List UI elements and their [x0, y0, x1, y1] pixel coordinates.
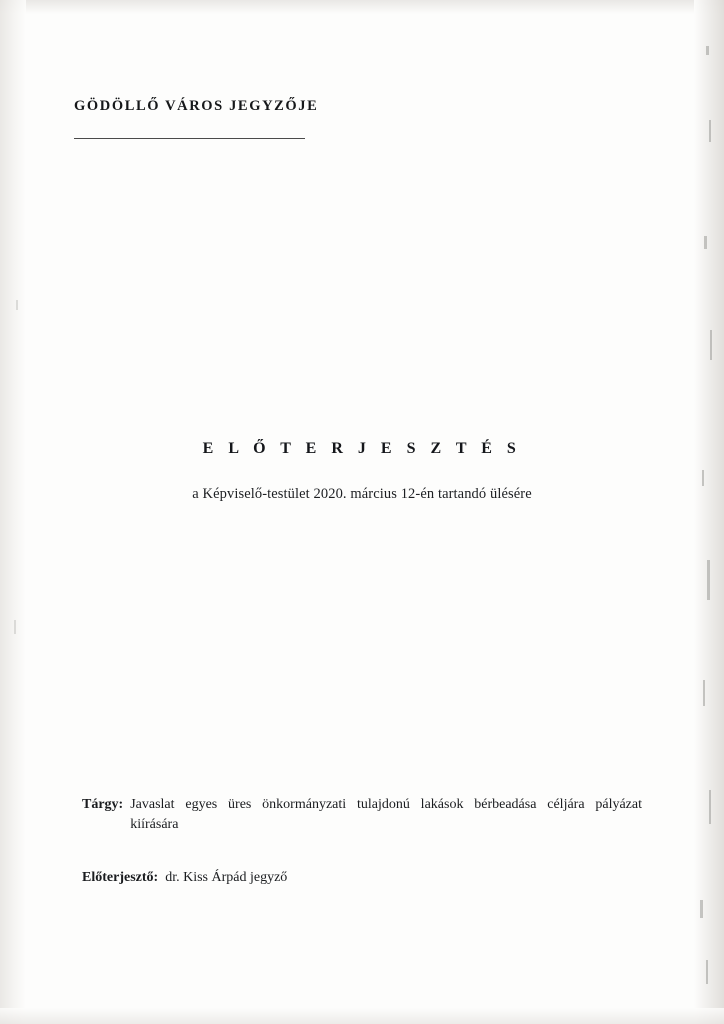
- scan-speckle: [14, 620, 16, 634]
- scan-speckle: [703, 680, 705, 706]
- field-subject: [82, 795, 642, 835]
- scan-speckle: [709, 120, 711, 142]
- scan-speckle: [704, 236, 707, 249]
- scan-edge-top: [0, 0, 724, 14]
- scan-speckle: [706, 46, 709, 55]
- scan-edge-left: [0, 0, 26, 1024]
- document-title-block: [0, 440, 724, 503]
- letterhead: [74, 98, 634, 139]
- letterhead-divider: [74, 138, 305, 139]
- field-subject-label: Tárgy:: [82, 797, 124, 812]
- scan-speckle: [707, 560, 710, 600]
- field-presenter-label: Előterjesztő:: [82, 869, 159, 885]
- field-presenter: [82, 868, 642, 888]
- scan-speckle: [706, 960, 708, 984]
- scan-edge-bottom: [0, 1008, 724, 1024]
- scan-speckle: [16, 300, 18, 310]
- page-title: E L Ő T E R J E S Z T É S: [202, 440, 522, 457]
- field-subject-value: Javaslat egyes üres önkormányzati tulajdonú lakások bérbeadása céljára pályázat kiírására: [130, 797, 642, 832]
- field-presenter-value: dr. Kiss Árpád jegyző: [165, 869, 288, 885]
- scan-speckle: [700, 900, 703, 918]
- document-fields: [82, 795, 642, 888]
- office-title: GÖDÖLLŐ VÁROS JEGYZŐJE: [74, 98, 319, 114]
- scan-edge-right: [694, 0, 724, 1024]
- scan-speckle: [710, 330, 712, 360]
- document-subtitle: a Képviselő-testület 2020. március 12-én tartandó ülésére: [192, 486, 532, 502]
- scan-speckle: [709, 790, 711, 824]
